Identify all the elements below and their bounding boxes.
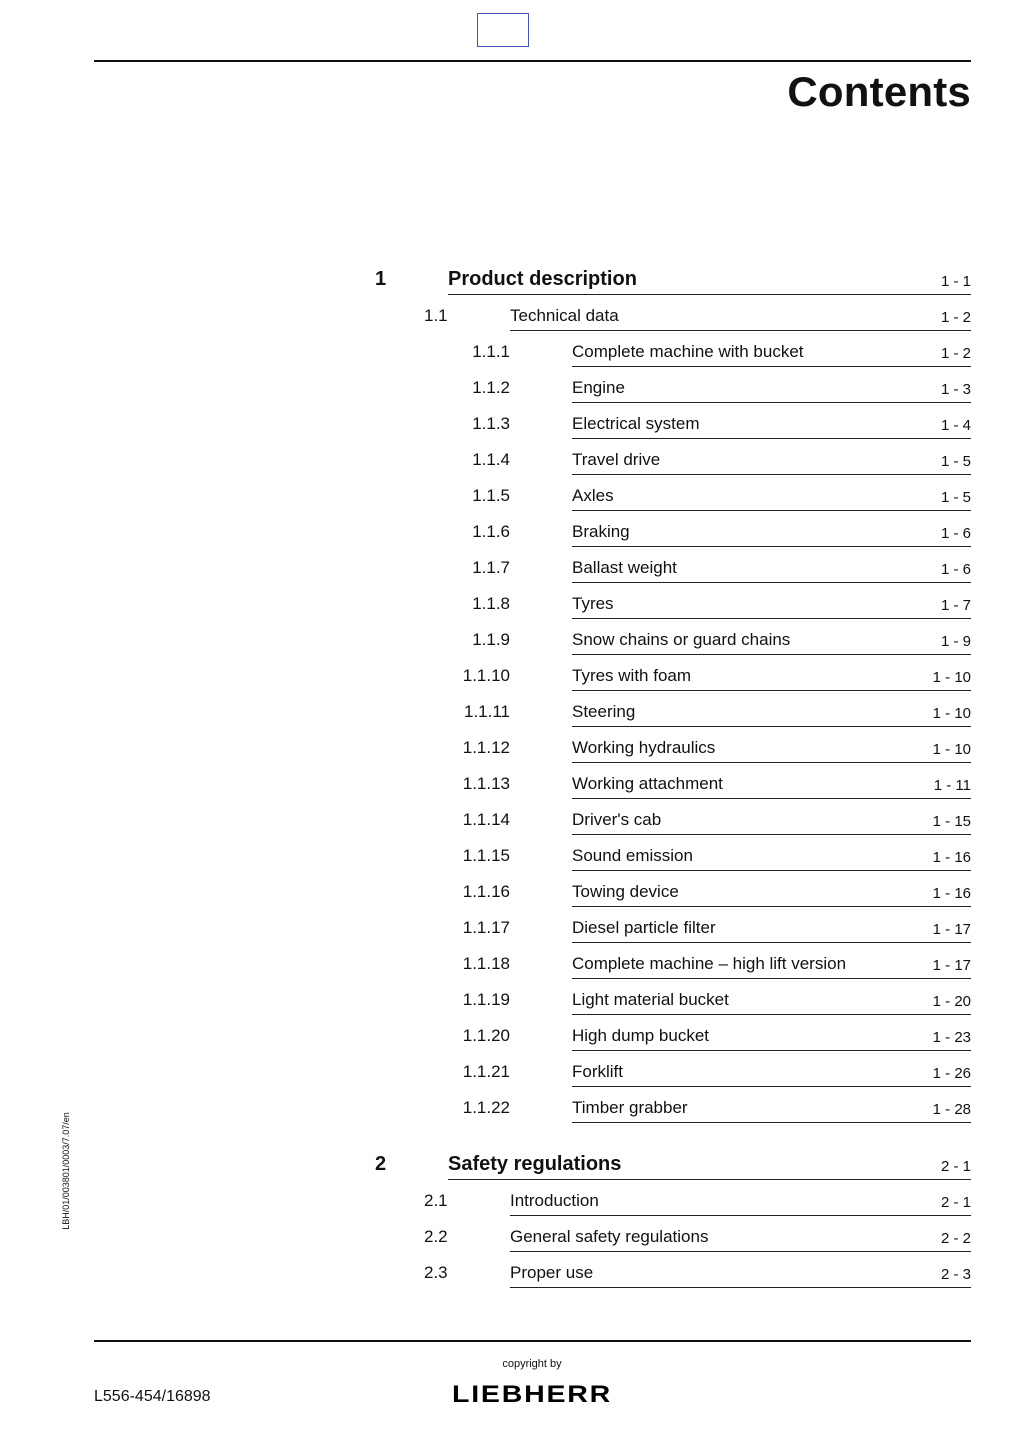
toc-entry-label[interactable]: General safety regulations [510,1227,709,1246]
toc-entry-underline [572,582,971,583]
toc-entry[interactable] [0,880,1024,916]
toc-entry-page[interactable]: 1 - 4 [940,417,971,434]
toc-entry-page[interactable]: 1 - 9 [940,633,971,650]
toc-entry[interactable] [0,916,1024,952]
toc-entry-page[interactable]: 2 - 2 [940,1230,971,1247]
toc-entry-page[interactable]: 1 - 28 [932,1101,971,1118]
toc-entry-page[interactable]: 1 - 5 [940,489,971,506]
toc-entry-number: 1.1.14 [462,810,510,829]
toc-entry-label[interactable]: High dump bucket [572,1026,710,1045]
toc-entry-label[interactable]: Tyres with foam [572,666,692,685]
toc-entry[interactable] [0,520,1024,556]
toc-entry-number: 1.1.18 [462,954,510,973]
toc-entry-number: 1.1.3 [472,414,510,433]
toc-entry-page[interactable]: 2 - 1 [940,1194,971,1211]
toc-entry[interactable] [0,268,1024,304]
page-marker-box [477,13,529,47]
toc-entry-underline [572,690,971,691]
toc-entry-underline [572,1086,971,1087]
toc-entry-label[interactable]: Proper use [510,1263,594,1282]
toc-entry-page[interactable]: 1 - 10 [932,705,971,722]
footer-rule [94,1340,971,1342]
toc-entry[interactable] [0,1261,1024,1297]
toc-entry-underline [572,438,971,439]
toc-entry-underline [572,978,971,979]
toc-entry-underline [448,1179,971,1180]
toc-entry[interactable] [0,844,1024,880]
toc-entry-page[interactable]: 1 - 6 [940,561,971,578]
toc-entry-underline [572,618,971,619]
toc-entry-underline [572,1014,971,1015]
toc-entry-page[interactable]: 1 - 10 [932,741,971,758]
copyright-text: copyright by [502,1358,562,1370]
toc-entry-number: 1.1.15 [462,846,510,865]
toc-entry-underline [572,654,971,655]
brand-logo [452,1380,614,1411]
toc-entry[interactable] [0,772,1024,808]
toc-entry-number: 1.1.17 [462,918,510,937]
liebherr-logo-icon [452,1380,614,1406]
toc-entry-underline [572,762,971,763]
toc-entry-page[interactable]: 1 - 16 [932,849,971,866]
toc-entry-page[interactable]: 1 - 11 [933,777,971,794]
toc-entry-number: 2.3 [424,1263,448,1282]
liebherr-logo-text: LIEBHERR [452,1381,612,1406]
toc-entry-number: 1.1.1 [472,342,510,361]
toc-entry-label[interactable]: Snow chains or guard chains [572,630,791,649]
toc-entry-label[interactable]: Product description [448,268,637,290]
toc-entry-label[interactable]: Travel drive [572,450,661,469]
toc-entry-label[interactable]: Working attachment [572,774,723,793]
toc-entry-page[interactable]: 1 - 23 [932,1029,971,1046]
toc-entry-label[interactable]: Ballast weight [572,558,677,577]
toc-entry-underline [510,1215,971,1216]
toc-entry[interactable] [0,1024,1024,1060]
toc-entry[interactable] [0,484,1024,520]
toc-entry-label[interactable]: Complete machine – high lift version [572,954,847,973]
toc-entry[interactable] [0,952,1024,988]
toc-entry-page[interactable]: 1 - 17 [932,921,971,938]
toc-entry-label[interactable]: Introduction [510,1191,599,1210]
toc-entry[interactable] [0,1096,1024,1132]
toc-entry-number: 1.1.16 [462,882,510,901]
toc-entry-page[interactable]: 2 - 1 [940,1158,971,1175]
toc-entry-number: 1.1.12 [462,738,510,757]
toc-entry-number: 1.1.11 [463,702,510,721]
toc-entry-underline [572,546,971,547]
toc-entry-number: 2.2 [424,1227,448,1246]
toc-entry[interactable] [0,412,1024,448]
toc-entry-label[interactable]: Steering [572,702,636,721]
toc-entry[interactable] [0,1225,1024,1261]
toc-entry-page[interactable]: 1 - 1 [940,273,971,290]
toc-entry-underline [510,1287,971,1288]
toc-entry-number: 1.1.21 [462,1062,510,1081]
toc-entry-number: 1.1.6 [472,522,510,541]
toc-entry-underline [572,366,971,367]
toc-entry[interactable] [0,340,1024,376]
toc-entry-underline [572,510,971,511]
toc-entry-number: 2.1 [424,1191,448,1210]
toc-entry-page[interactable]: 1 - 17 [932,957,971,974]
toc-entry-underline [572,402,971,403]
toc-entry[interactable] [0,808,1024,844]
toc-entry-label[interactable]: Driver's cab [572,810,662,829]
toc-entry-underline [572,870,971,871]
toc-entry-label[interactable]: Working hydraulics [572,738,716,757]
toc-entry-page[interactable]: 1 - 5 [940,453,971,470]
toc-entry-underline [572,834,971,835]
side-document-code-text: LBH/01/003801/0003/7.07/en [61,1111,71,1230]
document-number: L556-454/16898 [94,1388,211,1405]
toc-entry-label[interactable]: Sound emission [572,846,693,865]
toc-entry-underline [448,294,971,295]
toc-entry-page[interactable]: 1 - 2 [940,345,971,362]
toc-entry-number: 1.1.5 [472,486,510,505]
toc-entry-page[interactable]: 1 - 3 [940,381,971,398]
toc-entry-label[interactable]: Safety regulations [448,1153,622,1175]
toc-entry-number: 1.1.7 [472,558,510,577]
toc-entry-underline [572,798,971,799]
toc-entry-number: 1.1.9 [472,630,510,649]
toc-entry[interactable] [0,448,1024,484]
toc-entry-label[interactable]: Diesel particle filter [572,918,716,937]
toc-entry-number: 1.1.22 [462,1098,510,1117]
toc-entry-page[interactable]: 1 - 16 [932,885,971,902]
toc-entry-page[interactable]: 1 - 6 [940,525,971,542]
toc-entry[interactable] [0,988,1024,1024]
side-document-code [56,1103,76,1238]
toc-entry[interactable] [0,1189,1024,1225]
toc-entry[interactable] [0,1153,1024,1189]
toc-entry-underline [510,330,971,331]
toc-entry-label[interactable]: Towing device [572,882,679,901]
toc-entry-underline [572,726,971,727]
toc-entry-number: 1.1.10 [462,666,510,685]
toc-entry[interactable] [0,556,1024,592]
toc-entry-label[interactable]: Timber grabber [572,1098,688,1117]
toc-entry-label[interactable]: Technical data [510,306,619,325]
toc-entry-number: 1 [375,268,387,290]
toc-entry-label[interactable]: Tyres [572,594,614,613]
toc-entry-number: 2 [375,1153,387,1175]
toc-entry[interactable] [0,700,1024,736]
toc-entry[interactable] [0,376,1024,412]
page-title: Contents [787,68,971,115]
toc-entry-page[interactable]: 1 - 26 [932,1065,971,1082]
toc-entry[interactable] [0,628,1024,664]
toc-entry[interactable] [0,592,1024,628]
toc-entry-underline [572,1122,971,1123]
toc-entry-page[interactable]: 1 - 2 [940,309,971,326]
toc-entry-label[interactable]: Electrical system [572,414,700,433]
toc-entry-number: 1.1.2 [472,378,510,397]
toc-entry-label[interactable]: Engine [572,378,625,397]
toc-entry-number: 1.1.20 [462,1026,510,1045]
toc-entry[interactable] [0,1060,1024,1096]
toc-entry-number: 1.1.4 [472,450,510,469]
toc-entry-page[interactable]: 1 - 15 [932,813,971,830]
toc-entry-underline [510,1251,971,1252]
toc-entry[interactable] [0,304,1024,340]
header-rule [94,60,971,62]
toc-entry-page[interactable]: 1 - 7 [940,597,971,614]
toc-entry-underline [572,906,971,907]
toc-entry-number: 1.1 [424,306,448,325]
toc-entry-label[interactable]: Braking [572,522,630,541]
toc-entry-underline [572,942,971,943]
toc-entry-label[interactable]: Light material bucket [572,990,729,1009]
toc-entry-number: 1.1.19 [462,990,510,1009]
toc-entry-label[interactable]: Forklift [572,1062,623,1081]
toc-entry[interactable] [0,736,1024,772]
toc-entry-number: 1.1.13 [462,774,510,793]
toc-entry-underline [572,474,971,475]
toc-entry-label[interactable]: Axles [572,486,614,505]
toc-entry[interactable] [0,664,1024,700]
toc-entry-page[interactable]: 1 - 20 [932,993,971,1010]
toc-entry-label[interactable]: Complete machine with bucket [572,342,804,361]
toc-entry-page[interactable]: 1 - 10 [932,669,971,686]
toc-entry-underline [572,1050,971,1051]
toc-entry-page[interactable]: 2 - 3 [940,1266,971,1283]
toc-entry-number: 1.1.8 [472,594,510,613]
